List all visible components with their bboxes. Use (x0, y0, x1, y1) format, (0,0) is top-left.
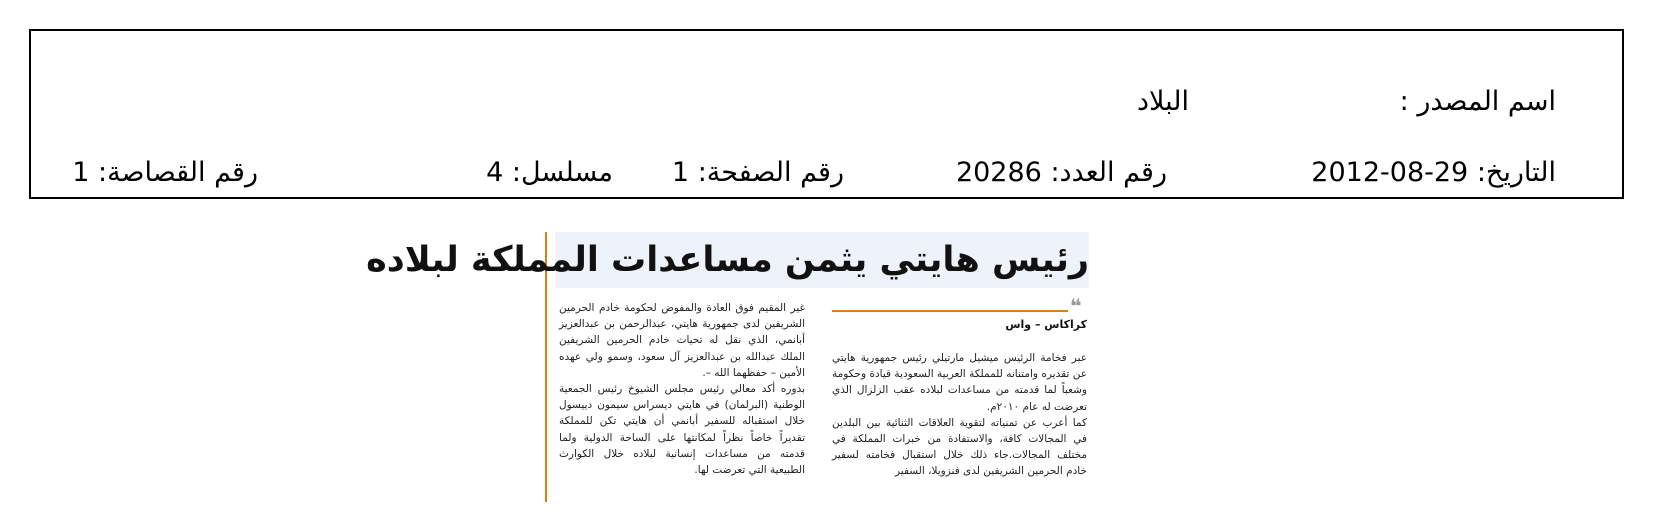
article-paragraph: كما أعرب عن تمنياته لتقوية العلاقات الثنائية بين البلدين في المجالات كافة، والاستفادة من خبرات المملكة في مختلف المجالات.جاء ذلك خلال استقبال فخامته لسفير خادم الحرمين الشريفين لدى فنزويلا، السفير (832, 416, 1087, 478)
source-value: البلاد (1136, 86, 1189, 117)
article-headline: رئيس هايتي يثمن مساعدات المملكة لبلاده (555, 232, 1089, 288)
page-number-field: رقم الصفحة: 1 (671, 157, 844, 188)
serial-field: مسلسل: 4 (486, 157, 613, 188)
date-field: التاريخ: 29-08-2012 (1311, 157, 1556, 188)
article-byline: كراكاس – واس (1005, 318, 1087, 331)
byline-rule (832, 310, 1068, 312)
issue-number-field: رقم العدد: 20286 (955, 157, 1167, 188)
article-column-left (559, 300, 805, 500)
article-paragraph: عبر فخامة الرئيس ميشيل مارتيلي رئيس جمهورية هايتي عن تقديره وامتنانه للمملكة العربية السعودية قيادة وحكومة وشعباً لما قدمته من مساعدات لبلاده عقب الزلزال الذي تعرضت له عام ٢٠١٠م. (832, 352, 1087, 413)
article-column-right (832, 350, 1087, 502)
quote-icon: ❝ (1070, 294, 1082, 318)
clip-number-field: رقم القصاصة: 1 (72, 157, 258, 188)
article-paragraph: بدوره أكد معالي رئيس مجلس الشيوخ رئيس الجمعية الوطنية (البرلمان) في هايتي ديسراس سيمون دييسول خلال استقباله للسفير أبانمي أن هايتي تكن للمملكة تقديراً خاصاً نظراً لمكانتها على الساحة الدولية ولما قدمته من مساعدات إنسانية لبلاده خلال الكوارث الطبيعية التي تعرضت لها. (559, 383, 805, 477)
article-paragraph: غير المقيم فوق العادة والمفوض لحكومة خادم الحرمين الشريفين لدى جمهورية هايتي، عبدالرحمن بن عبدالعزيز أبانمي، الذي نقل له تحيات خادم الحرمين الشريفين الملك عبدالله بن عبدالعزيز آل سعود، وسمو ولي عهده الأمين – حفظهما الله –. (559, 302, 805, 379)
newspaper-clipping (366, 232, 1091, 504)
source-label: اسم المصدر : (1399, 86, 1556, 117)
source-info-box (29, 29, 1624, 199)
